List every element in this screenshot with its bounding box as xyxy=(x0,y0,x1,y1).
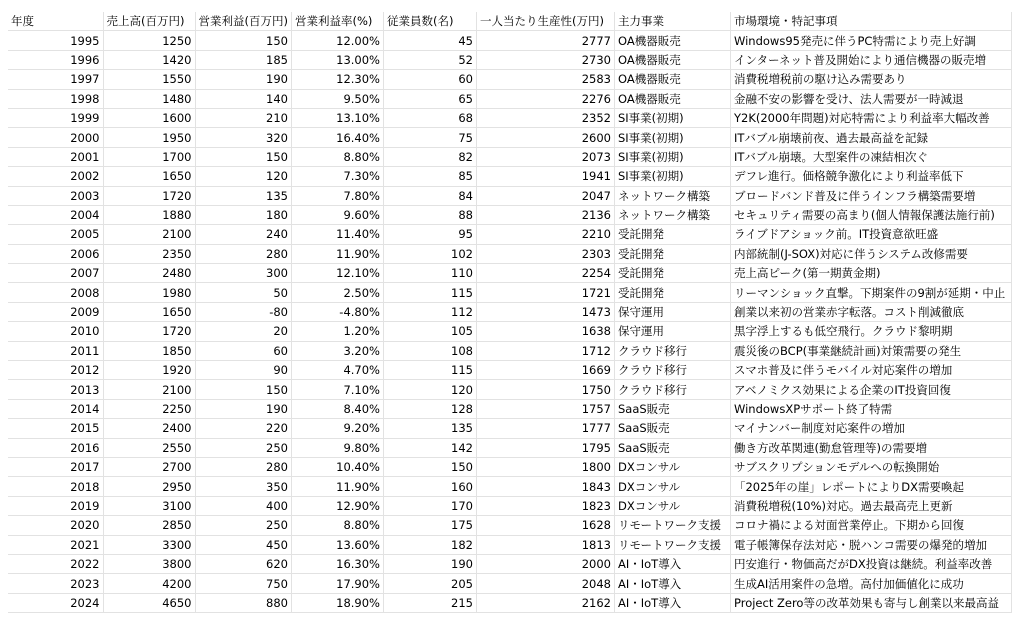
table-cell[interactable]: 250 xyxy=(195,516,291,535)
table-cell[interactable]: 250 xyxy=(195,438,291,457)
table-cell[interactable]: 2023 xyxy=(8,574,103,593)
table-cell[interactable]: 1823 xyxy=(476,496,614,515)
table-cell[interactable]: 1920 xyxy=(103,361,195,380)
table-cell[interactable]: 2352 xyxy=(476,108,614,127)
table-cell[interactable]: 1757 xyxy=(476,399,614,418)
table-cell[interactable]: 400 xyxy=(195,496,291,515)
table-cell[interactable]: 82 xyxy=(383,147,476,166)
column-header[interactable]: 年度 xyxy=(8,12,103,31)
table-cell[interactable]: 135 xyxy=(383,419,476,438)
table-cell[interactable]: 142 xyxy=(383,438,476,457)
table-cell[interactable]: AI・IoT導入 xyxy=(614,554,730,573)
table-row xyxy=(8,399,1011,418)
table-cell[interactable]: SI事業(初期) xyxy=(614,128,730,147)
table-cell[interactable]: 9.60% xyxy=(291,205,383,224)
table-cell[interactable]: 2020 xyxy=(8,516,103,535)
table-cell[interactable]: 115 xyxy=(383,361,476,380)
table-cell[interactable]: 2400 xyxy=(103,419,195,438)
table-cell[interactable]: 1650 xyxy=(103,167,195,186)
table-row xyxy=(8,50,1011,69)
table-cell[interactable]: 受託開発 xyxy=(614,225,730,244)
table-cell[interactable]: 13.00% xyxy=(291,50,383,69)
table-cell[interactable]: 60 xyxy=(195,341,291,360)
table-cell[interactable]: 215 xyxy=(383,593,476,612)
table-cell[interactable]: 2276 xyxy=(476,89,614,108)
table-cell[interactable]: 2005 xyxy=(8,225,103,244)
table-cell[interactable]: 1250 xyxy=(103,31,195,50)
table-row xyxy=(8,147,1011,166)
table-cell[interactable]: 11.90% xyxy=(291,477,383,496)
table-cell[interactable]: 2136 xyxy=(476,205,614,224)
table-cell[interactable]: 2550 xyxy=(103,438,195,457)
table-body xyxy=(8,31,1011,613)
table-row xyxy=(8,31,1011,50)
table-cell[interactable]: 300 xyxy=(195,264,291,283)
table-cell[interactable]: 12.30% xyxy=(291,70,383,89)
table-cell[interactable]: 2012 xyxy=(8,361,103,380)
table-cell[interactable]: 1995 xyxy=(8,31,103,50)
table-cell[interactable]: 1.20% xyxy=(291,322,383,341)
table-row xyxy=(8,283,1011,302)
table-cell[interactable]: 創業以来初の営業赤字転落。コスト削減徹底 xyxy=(730,302,1011,321)
table-cell[interactable]: スマホ普及に伴うモバイル対応案件の増加 xyxy=(730,361,1011,380)
table-cell[interactable]: コロナ禍による対面営業停止。下期から回復 xyxy=(730,516,1011,535)
table-cell[interactable]: 17.90% xyxy=(291,574,383,593)
table-cell[interactable]: Project Zero等の改革効果も寄与し創業以来最高益 xyxy=(730,593,1011,612)
table-row xyxy=(8,496,1011,515)
table-cell[interactable]: 1720 xyxy=(103,186,195,205)
table-cell[interactable]: 4200 xyxy=(103,574,195,593)
table-cell[interactable]: 240 xyxy=(195,225,291,244)
table-cell[interactable]: 1669 xyxy=(476,361,614,380)
table-row xyxy=(8,535,1011,554)
table-cell[interactable]: 180 xyxy=(195,205,291,224)
table-cell[interactable]: 1420 xyxy=(103,50,195,69)
table-cell[interactable]: 2.50% xyxy=(291,283,383,302)
table-cell[interactable]: 2009 xyxy=(8,302,103,321)
table-cell[interactable]: 4.70% xyxy=(291,361,383,380)
table-cell[interactable]: 8.40% xyxy=(291,399,383,418)
table-cell[interactable]: 150 xyxy=(195,147,291,166)
table-cell[interactable]: 16.40% xyxy=(291,128,383,147)
table-row xyxy=(8,341,1011,360)
table-cell[interactable]: 205 xyxy=(383,574,476,593)
header-row xyxy=(8,12,1011,31)
table-cell[interactable]: DXコンサル xyxy=(614,477,730,496)
table-cell[interactable]: 13.60% xyxy=(291,535,383,554)
table-row xyxy=(8,302,1011,321)
table-row xyxy=(8,419,1011,438)
table-cell[interactable]: 84 xyxy=(383,186,476,205)
table-cell[interactable]: Y2K(2000年問題)対応特需により利益率大幅改善 xyxy=(730,108,1011,127)
table-cell[interactable]: 9.20% xyxy=(291,419,383,438)
table-cell[interactable]: 1950 xyxy=(103,128,195,147)
table-cell[interactable]: 4650 xyxy=(103,593,195,612)
table-cell[interactable]: -80 xyxy=(195,302,291,321)
table-cell[interactable]: クラウド移行 xyxy=(614,341,730,360)
table-cell[interactable]: サブスクリプションモデルへの転換開始 xyxy=(730,457,1011,476)
table-cell[interactable]: 108 xyxy=(383,341,476,360)
table-cell[interactable]: 10.40% xyxy=(291,457,383,476)
table-cell[interactable]: 保守運用 xyxy=(614,302,730,321)
table-cell[interactable]: AI・IoT導入 xyxy=(614,593,730,612)
table-cell[interactable]: 2018 xyxy=(8,477,103,496)
table-cell[interactable]: 2006 xyxy=(8,244,103,263)
data-table xyxy=(8,12,1012,613)
table-cell[interactable]: 受託開発 xyxy=(614,264,730,283)
table-cell[interactable]: 150 xyxy=(195,380,291,399)
table-cell[interactable]: 生成AI活用案件の急増。高付加価値化に成功 xyxy=(730,574,1011,593)
table-cell[interactable]: 60 xyxy=(383,70,476,89)
table-cell[interactable]: 1998 xyxy=(8,89,103,108)
table-cell[interactable]: -4.80% xyxy=(291,302,383,321)
column-header[interactable]: 市場環境・特記事項 xyxy=(730,12,1011,31)
table-cell[interactable]: 1980 xyxy=(103,283,195,302)
table-cell[interactable]: 2047 xyxy=(476,186,614,205)
table-cell[interactable]: 震災後のBCP(事業継続計画)対策需要の発生 xyxy=(730,341,1011,360)
table-cell[interactable]: 2777 xyxy=(476,31,614,50)
table-cell[interactable]: 450 xyxy=(195,535,291,554)
table-cell[interactable]: 1480 xyxy=(103,89,195,108)
table-cell[interactable]: 2100 xyxy=(103,380,195,399)
table-cell[interactable]: 1650 xyxy=(103,302,195,321)
table-cell[interactable]: 115 xyxy=(383,283,476,302)
table-cell[interactable]: 2008 xyxy=(8,283,103,302)
table-cell[interactable]: ネットワーク構築 xyxy=(614,205,730,224)
table-cell[interactable]: DXコンサル xyxy=(614,457,730,476)
table-cell[interactable]: 65 xyxy=(383,89,476,108)
table-cell[interactable]: 120 xyxy=(383,380,476,399)
table-row xyxy=(8,593,1011,612)
table-cell[interactable]: 9.50% xyxy=(291,89,383,108)
table-row xyxy=(8,205,1011,224)
spreadsheet xyxy=(8,12,1012,613)
table-cell[interactable]: セキュリティ需要の高まり(個人情報保護法施行前) xyxy=(730,205,1011,224)
table-cell[interactable]: ITバブル崩壊前夜、過去最高益を記録 xyxy=(730,128,1011,147)
table-row xyxy=(8,322,1011,341)
table-cell[interactable]: 2022 xyxy=(8,554,103,573)
table-row xyxy=(8,186,1011,205)
table-cell[interactable]: 182 xyxy=(383,535,476,554)
table-cell[interactable]: 2254 xyxy=(476,264,614,283)
table-cell[interactable]: 160 xyxy=(383,477,476,496)
table-cell[interactable]: 内部統制(J-SOX)対応に伴うシステム改修需要 xyxy=(730,244,1011,263)
table-cell[interactable]: 受託開発 xyxy=(614,283,730,302)
column-header[interactable]: 営業利益率(%) xyxy=(291,12,383,31)
table-cell[interactable]: リモートワーク支援 xyxy=(614,516,730,535)
table-cell[interactable]: 95 xyxy=(383,225,476,244)
table-cell[interactable]: 1880 xyxy=(103,205,195,224)
table-row xyxy=(8,108,1011,127)
table-cell[interactable]: 売上高ピーク(第一期黄金期) xyxy=(730,264,1011,283)
table-cell[interactable]: 2000 xyxy=(476,554,614,573)
table-cell[interactable]: Windows95発売に伴うPC特需により売上好調 xyxy=(730,31,1011,50)
table-cell[interactable]: 7.10% xyxy=(291,380,383,399)
table-cell[interactable]: 2004 xyxy=(8,205,103,224)
table-cell[interactable]: 2016 xyxy=(8,438,103,457)
table-cell[interactable]: 2017 xyxy=(8,457,103,476)
table-row xyxy=(8,128,1011,147)
table-cell[interactable]: SaaS販売 xyxy=(614,438,730,457)
table-row xyxy=(8,361,1011,380)
table-cell[interactable]: 50 xyxy=(195,283,291,302)
table-cell[interactable]: 105 xyxy=(383,322,476,341)
table-cell[interactable]: 7.30% xyxy=(291,167,383,186)
table-cell[interactable]: OA機器販売 xyxy=(614,50,730,69)
table-cell[interactable]: ライブドアショック前。IT投資意欲旺盛 xyxy=(730,225,1011,244)
table-cell[interactable]: AI・IoT導入 xyxy=(614,574,730,593)
table-cell[interactable]: 「2025年の崖」レポートによりDX需要喚起 xyxy=(730,477,1011,496)
table-cell[interactable]: 1628 xyxy=(476,516,614,535)
table-cell[interactable]: 120 xyxy=(195,167,291,186)
table-cell[interactable]: 1843 xyxy=(476,477,614,496)
table-cell[interactable]: 2583 xyxy=(476,70,614,89)
table-cell[interactable]: SI事業(初期) xyxy=(614,167,730,186)
table-cell[interactable]: 1600 xyxy=(103,108,195,127)
table-row xyxy=(8,457,1011,476)
table-cell[interactable]: OA機器販売 xyxy=(614,31,730,50)
table-cell[interactable]: SI事業(初期) xyxy=(614,147,730,166)
table-cell[interactable]: 190 xyxy=(383,554,476,573)
table-cell[interactable]: リモートワーク支援 xyxy=(614,535,730,554)
table-cell[interactable]: 170 xyxy=(383,496,476,515)
table-cell[interactable]: 2950 xyxy=(103,477,195,496)
table-cell[interactable]: 20 xyxy=(195,322,291,341)
table-cell[interactable]: 210 xyxy=(195,108,291,127)
column-header[interactable]: 営業利益(百万円) xyxy=(195,12,291,31)
table-cell[interactable]: アベノミクス効果による企業のIT投資回復 xyxy=(730,380,1011,399)
table-cell[interactable]: 1712 xyxy=(476,341,614,360)
table-row xyxy=(8,574,1011,593)
table-row xyxy=(8,264,1011,283)
table-cell[interactable]: 1999 xyxy=(8,108,103,127)
table-cell[interactable]: 働き方改革関連(勤怠管理等)の需要増 xyxy=(730,438,1011,457)
table-cell[interactable]: インターネット普及開始により通信機器の販売増 xyxy=(730,50,1011,69)
table-cell[interactable]: 110 xyxy=(383,264,476,283)
table-cell[interactable]: 1550 xyxy=(103,70,195,89)
table-cell[interactable]: ITバブル崩壊。大型案件の凍結相次ぐ xyxy=(730,147,1011,166)
table-row xyxy=(8,477,1011,496)
table-cell[interactable]: 2001 xyxy=(8,147,103,166)
table-cell[interactable]: 2003 xyxy=(8,186,103,205)
table-cell[interactable]: 9.80% xyxy=(291,438,383,457)
table-cell[interactable]: 1850 xyxy=(103,341,195,360)
table-cell[interactable]: 220 xyxy=(195,419,291,438)
table-cell[interactable]: 16.30% xyxy=(291,554,383,573)
table-cell[interactable]: 1800 xyxy=(476,457,614,476)
table-row xyxy=(8,554,1011,573)
table-cell[interactable]: 黒字浮上するも低空飛行。クラウド黎明期 xyxy=(730,322,1011,341)
table-cell[interactable]: クラウド移行 xyxy=(614,380,730,399)
table-cell[interactable]: 1700 xyxy=(103,147,195,166)
table-cell[interactable]: 1997 xyxy=(8,70,103,89)
table-row xyxy=(8,225,1011,244)
table-cell[interactable]: 2002 xyxy=(8,167,103,186)
table-cell[interactable]: 1777 xyxy=(476,419,614,438)
table-cell[interactable]: 1795 xyxy=(476,438,614,457)
table-cell[interactable]: 1720 xyxy=(103,322,195,341)
table-cell[interactable]: 7.80% xyxy=(291,186,383,205)
table-cell[interactable]: 135 xyxy=(195,186,291,205)
column-header[interactable]: 従業員数(名) xyxy=(383,12,476,31)
table-cell[interactable]: WindowsXPサポート終了特需 xyxy=(730,399,1011,418)
table-cell[interactable]: 2019 xyxy=(8,496,103,515)
table-cell[interactable]: SaaS販売 xyxy=(614,419,730,438)
table-cell[interactable]: 90 xyxy=(195,361,291,380)
table-cell[interactable]: リーマンショック直撃。下期案件の9割が延期・中止 xyxy=(730,283,1011,302)
table-cell[interactable]: 受託開発 xyxy=(614,244,730,263)
table-cell[interactable]: 112 xyxy=(383,302,476,321)
table-cell[interactable]: 3100 xyxy=(103,496,195,515)
table-cell[interactable]: 280 xyxy=(195,244,291,263)
table-cell[interactable]: 金融不安の影響を受け、法人需要が一時減退 xyxy=(730,89,1011,108)
table-row xyxy=(8,516,1011,535)
table-row xyxy=(8,70,1011,89)
table-cell[interactable]: 1473 xyxy=(476,302,614,321)
table-cell[interactable]: 2730 xyxy=(476,50,614,69)
table-cell[interactable]: 1996 xyxy=(8,50,103,69)
table-cell[interactable]: 2100 xyxy=(103,225,195,244)
table-cell[interactable]: 13.10% xyxy=(291,108,383,127)
table-cell[interactable]: 2600 xyxy=(476,128,614,147)
table-cell[interactable]: 880 xyxy=(195,593,291,612)
table-cell[interactable]: 12.00% xyxy=(291,31,383,50)
table-cell[interactable]: 128 xyxy=(383,399,476,418)
table-cell[interactable]: 2073 xyxy=(476,147,614,166)
table-cell[interactable]: 175 xyxy=(383,516,476,535)
table-cell[interactable]: 3.20% xyxy=(291,341,383,360)
table-cell[interactable]: 88 xyxy=(383,205,476,224)
table-row xyxy=(8,380,1011,399)
table-row xyxy=(8,89,1011,108)
table-cell[interactable]: 2013 xyxy=(8,380,103,399)
table-cell[interactable]: 3800 xyxy=(103,554,195,573)
table-cell[interactable]: 2700 xyxy=(103,457,195,476)
table-cell[interactable]: 52 xyxy=(383,50,476,69)
column-header[interactable]: 主力事業 xyxy=(614,12,730,31)
table-cell[interactable]: 190 xyxy=(195,70,291,89)
table-row xyxy=(8,167,1011,186)
table-cell[interactable]: クラウド移行 xyxy=(614,361,730,380)
table-cell[interactable]: 2000 xyxy=(8,128,103,147)
table-cell[interactable]: 電子帳簿保存法対応・脱ハンコ需要の爆発的増加 xyxy=(730,535,1011,554)
table-cell[interactable]: 350 xyxy=(195,477,291,496)
table-cell[interactable]: SI事業(初期) xyxy=(614,108,730,127)
table-cell[interactable]: 2010 xyxy=(8,322,103,341)
table-cell[interactable]: マイナンバー制度対応案件の増加 xyxy=(730,419,1011,438)
table-cell[interactable]: 620 xyxy=(195,554,291,573)
table-cell[interactable]: 75 xyxy=(383,128,476,147)
table-cell[interactable]: 2850 xyxy=(103,516,195,535)
table-cell[interactable]: 2480 xyxy=(103,264,195,283)
table-cell[interactable]: 2011 xyxy=(8,341,103,360)
table-row xyxy=(8,244,1011,263)
table-cell[interactable]: 円安進行・物価高だがDX投資は継続。利益率改善 xyxy=(730,554,1011,573)
table-cell[interactable]: 68 xyxy=(383,108,476,127)
table-cell[interactable]: OA機器販売 xyxy=(614,89,730,108)
table-cell[interactable]: 2162 xyxy=(476,593,614,612)
table-cell[interactable]: 45 xyxy=(383,31,476,50)
table-cell[interactable]: 1813 xyxy=(476,535,614,554)
table-cell[interactable]: 11.40% xyxy=(291,225,383,244)
table-cell[interactable]: 2303 xyxy=(476,244,614,263)
table-cell[interactable]: 1638 xyxy=(476,322,614,341)
table-cell[interactable]: 150 xyxy=(383,457,476,476)
table-cell[interactable]: 190 xyxy=(195,399,291,418)
table-cell[interactable]: 1941 xyxy=(476,167,614,186)
table-cell[interactable]: 140 xyxy=(195,89,291,108)
table-cell[interactable]: SaaS販売 xyxy=(614,399,730,418)
table-cell[interactable]: ブロードバンド普及に伴うインフラ構築需要増 xyxy=(730,186,1011,205)
table-cell[interactable]: 2210 xyxy=(476,225,614,244)
table-cell[interactable]: DXコンサル xyxy=(614,496,730,515)
table-cell[interactable]: デフレ進行。価格競争激化により利益率低下 xyxy=(730,167,1011,186)
table-cell[interactable]: 320 xyxy=(195,128,291,147)
table-cell[interactable]: 保守運用 xyxy=(614,322,730,341)
table-cell[interactable]: 102 xyxy=(383,244,476,263)
table-cell[interactable]: 150 xyxy=(195,31,291,50)
table-cell[interactable]: 2350 xyxy=(103,244,195,263)
table-cell[interactable]: 1750 xyxy=(476,380,614,399)
table-cell[interactable]: 280 xyxy=(195,457,291,476)
table-cell[interactable]: 2021 xyxy=(8,535,103,554)
table-cell[interactable]: ネットワーク構築 xyxy=(614,186,730,205)
table-row xyxy=(8,438,1011,457)
table-cell[interactable]: 2024 xyxy=(8,593,103,612)
table-cell[interactable]: 2015 xyxy=(8,419,103,438)
table-cell[interactable]: 85 xyxy=(383,167,476,186)
table-cell[interactable]: 18.90% xyxy=(291,593,383,612)
table-cell[interactable]: 11.90% xyxy=(291,244,383,263)
table-cell[interactable]: 8.80% xyxy=(291,147,383,166)
table-cell[interactable]: 12.10% xyxy=(291,264,383,283)
table-cell[interactable]: 12.90% xyxy=(291,496,383,515)
table-cell[interactable]: 2007 xyxy=(8,264,103,283)
column-header[interactable]: 売上高(百万円) xyxy=(103,12,195,31)
column-header[interactable]: 一人当たり生産性(万円) xyxy=(476,12,614,31)
table-cell[interactable]: 2014 xyxy=(8,399,103,418)
table-cell[interactable]: OA機器販売 xyxy=(614,70,730,89)
table-cell[interactable]: 1721 xyxy=(476,283,614,302)
table-cell[interactable]: 2048 xyxy=(476,574,614,593)
table-cell[interactable]: 185 xyxy=(195,50,291,69)
table-cell[interactable]: 750 xyxy=(195,574,291,593)
table-cell[interactable]: 消費税増税(10%)対応。過去最高売上更新 xyxy=(730,496,1011,515)
table-cell[interactable]: 8.80% xyxy=(291,516,383,535)
table-cell[interactable]: 2250 xyxy=(103,399,195,418)
table-cell[interactable]: 消費税増税前の駆け込み需要あり xyxy=(730,70,1011,89)
table-cell[interactable]: 3300 xyxy=(103,535,195,554)
